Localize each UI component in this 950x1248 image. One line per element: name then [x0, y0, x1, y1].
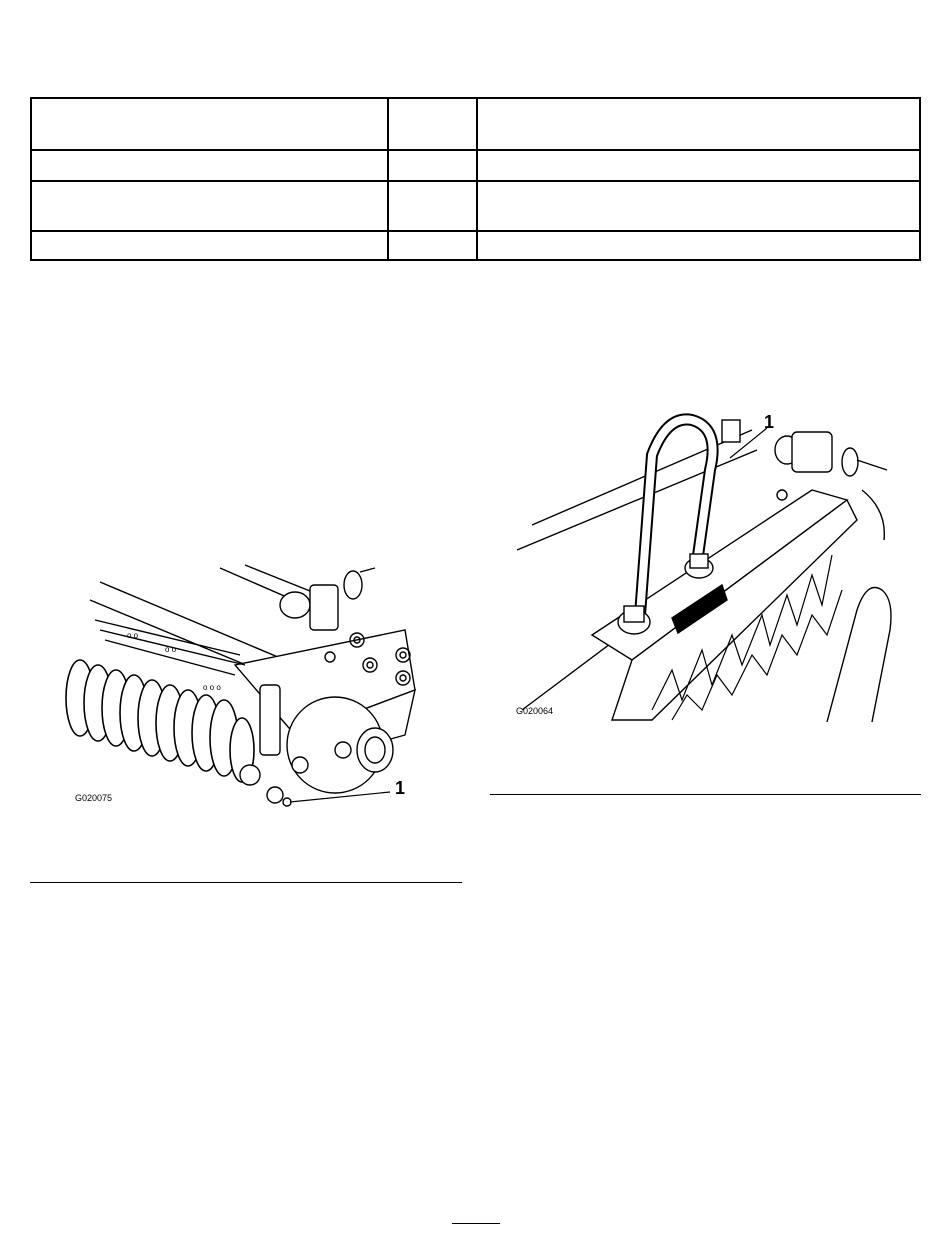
table-cell: [478, 151, 919, 159]
table-cell: [389, 99, 476, 107]
figure-divider: [490, 794, 921, 795]
table-cell: [478, 182, 919, 190]
svg-text:o o: o o: [165, 645, 177, 654]
svg-text:o o o: o o o: [203, 683, 221, 692]
figure-code: G020075: [75, 793, 113, 803]
table-cell: [478, 232, 919, 240]
lift-bail-illustration: [512, 410, 897, 722]
parts-table: [30, 97, 921, 261]
table-cell: [32, 151, 387, 159]
table-cell: [389, 182, 476, 190]
figure-code: G020064: [516, 706, 554, 716]
table-cell: [478, 99, 919, 107]
callout-number: 1: [764, 412, 775, 432]
figure-divider: [30, 882, 462, 883]
page-footer-rule: [452, 1223, 500, 1224]
reel-unit-illustration: [55, 560, 435, 820]
callout-number: 1: [395, 778, 406, 798]
table-cell: [32, 232, 387, 240]
table-cell: [32, 182, 387, 190]
table-cell: [389, 151, 476, 159]
svg-text:o o: o o: [127, 631, 139, 640]
table-cell: [389, 232, 476, 240]
table-cell: [32, 99, 387, 107]
